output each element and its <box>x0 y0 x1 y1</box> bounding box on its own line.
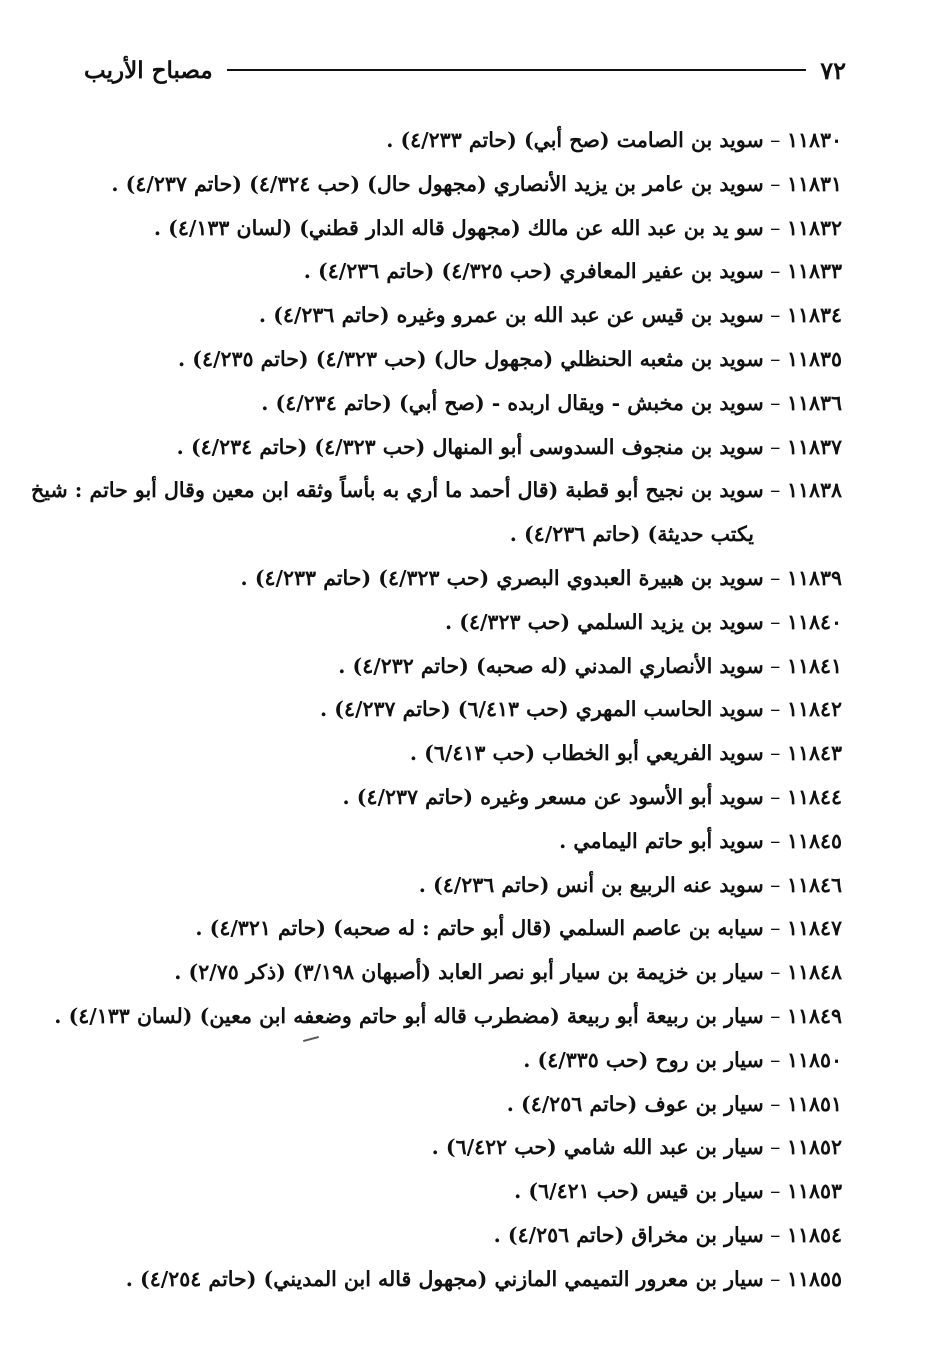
entry-number: ١١٨٣٢ <box>786 215 842 240</box>
entry-text: سيار بن معرور التميمي المازني (مجهول قاله ابن المديني) (حاتم ٤/٢٥٤) . <box>125 1266 764 1291</box>
entry-11836: ١١٨٣٦ – سويد بن مخبش - ويقال اربده - (صح أبي) (حاتم ٤/٢٣٤) . <box>261 390 842 415</box>
entry-text: سيابه بن عاصم السلمي (قال أبو حاتم : له صحبه) (حاتم ٤/٣٢١) . <box>195 916 764 941</box>
entry-number: ١١٨٤١ <box>786 653 842 678</box>
entry-text: سويد بن هبيرة العبدوي البصري (حب ٤/٣٢٣) (حاتم ٤/٢٣٣) . <box>240 565 764 590</box>
entry-11843: ١١٨٤٣ – سويد الفريعي أبو الخطاب (حب ٦/٤١٣) . <box>409 741 842 766</box>
entry-number: ١١٨٥٤ <box>786 1222 842 1247</box>
entry-11838: ١١٨٣٨ – سويد بن نجيح أبو قطبة (قال أحمد ما أري به بأساً وثقه ابن معين وقال أبو حاتم : شيخ <box>31 478 842 503</box>
entry-number: ١١٨٣٠ <box>786 128 842 152</box>
entry-11838-continuation: يكتب حديثة) (حاتم ٤/٢٣٦) . <box>509 522 754 547</box>
entry-text: سويد بن الصامت (صح أبي) (حاتم ٤/٢٣٣) . <box>386 128 764 152</box>
entry-text: سويد بن يزيد السلمي (حب ٤/٣٢٣) . <box>444 609 764 634</box>
entry-number: ١١٨٤٣ <box>786 741 842 766</box>
running-head <box>84 50 846 90</box>
entry-11847: ١١٨٤٧ – سيابه بن عاصم السلمي (قال أبو حاتم : له صحبه) (حاتم ٤/٣٢١) . <box>195 916 842 941</box>
entry-text: سويد بن عفير المعافري (حب ٤/٣٢٥) (حاتم ٤/٢٣٦) . <box>303 259 764 284</box>
entry-text: سويد بن عامر بن يزيد الأنصاري (مجهول حال) (حب ٤/٣٢٤) (حاتم ٤/٢٣٧) . <box>111 171 764 196</box>
entry-text: سويد أبو حاتم اليمامي . <box>559 828 764 853</box>
entry-number: ١١٨٣٤ <box>786 303 842 328</box>
entry-11831: ١١٨٣١ – سويد بن عامر بن يزيد الأنصاري (مجهول حال) (حب ٤/٣٢٤) (حاتم ٤/٢٣٧) . <box>111 171 842 196</box>
entry-text: سويد بن منجوف السدوسى أبو المنهال (حب ٤/٣٢٣) (حاتم ٤/٢٣٤) . <box>176 434 764 459</box>
entry-number: ١١٨٥٢ <box>786 1135 842 1160</box>
entry-number: ١١٨٤٤ <box>786 784 842 809</box>
entry-text: سويد عنه الربيع بن أنس (حاتم ٤/٢٣٦) . <box>418 872 764 897</box>
entry-number: ١١٨٣٨ <box>786 478 842 503</box>
entry-11853: ١١٨٥٣ – سيار بن قيس (حب ٦/٤٢١) . <box>514 1179 842 1204</box>
entry-11830: ١١٨٣٠ – سويد بن الصامت (صح أبي) (حاتم ٤/٢٣٣) . <box>386 128 842 152</box>
entry-number: ١١٨٤٧ <box>786 916 842 941</box>
book-title: مصباح الأريب <box>84 56 213 84</box>
entry-text: سويد بن قيس عن عبد الله بن عمرو وغيره (حاتم ٤/٢٣٦) . <box>258 303 764 328</box>
entry-text: سيار بن عبد الله شامي (حب ٦/٤٢٢) . <box>431 1135 764 1160</box>
entry-11844: ١١٨٤٤ – سويد أبو الأسود عن مسعر وغيره (حاتم ٤/٢٣٧) . <box>342 784 842 809</box>
entry-11834: ١١٨٣٤ – سويد بن قيس عن عبد الله بن عمرو وغيره (حاتم ٤/٢٣٦) . <box>258 303 842 328</box>
entry-11832: ١١٨٣٢ – سو يد بن عبد الله عن مالك (مجهول قاله الدار قطني) (لسان ٤/١٣٣) . <box>153 215 842 240</box>
entry-number: ١١٨٣٥ <box>786 346 842 371</box>
entry-11855: ١١٨٥٥ – سيار بن معرور التميمي المازني (مجهول قاله ابن المديني) (حاتم ٤/٢٥٤) . <box>125 1266 842 1291</box>
entry-number: ١١٨٤٩ <box>786 1003 842 1028</box>
entry-text: سويد الفريعي أبو الخطاب (حب ٦/٤١٣) . <box>409 741 764 766</box>
entry-text: سيار بن روح (حب ٤/٣٣٥) . <box>523 1047 764 1072</box>
entry-text: سيار بن ربيعة أبو ربيعة (مضطرب قاله أبو حاتم وضعفه ابن معين) (لسان ٤/١٣٣) . <box>54 1003 764 1028</box>
entry-number: ١١٨٥٠ <box>786 1047 842 1072</box>
entry-number: ١١٨٣٧ <box>786 434 842 459</box>
entry-number: ١١٨٣٦ <box>786 390 842 415</box>
entry-11833: ١١٨٣٣ – سويد بن عفير المعافري (حب ٤/٣٢٥) (حاتم ٤/٢٣٦) . <box>303 259 842 284</box>
entry-text: سويد بن نجيح أبو قطبة (قال أحمد ما أري به بأساً وثقه ابن معين وقال أبو حاتم : شيخ <box>31 478 764 503</box>
entry-text: سيار بن عوف (حاتم ٤/٢٥٦) . <box>506 1091 764 1116</box>
entry-11841: ١١٨٤١ – سويد الأنصاري المدني (له صحبه) (حاتم ٤/٢٣٢) . <box>338 653 842 678</box>
entry-number: ١١٨٣١ <box>786 171 842 196</box>
entry-text: سيار بن خزيمة بن سيار أبو نصر العابد (أصبهان ٣/١٩٨) (ذكر ٢/٧٥) . <box>174 960 764 985</box>
entry-number: ١١٨٥١ <box>786 1091 842 1116</box>
entry-11850: ١١٨٥٠ – سيار بن روح (حب ٤/٣٣٥) . <box>523 1047 842 1072</box>
entry-11839: ١١٨٣٩ – سويد بن هبيرة العبدوي البصري (حب ٤/٣٢٣) (حاتم ٤/٢٣٣) . <box>240 565 842 590</box>
entry-list <box>31 119 842 1302</box>
entry-11837: ١١٨٣٧ – سويد بن منجوف السدوسى أبو المنهال (حب ٤/٣٢٣) (حاتم ٤/٢٣٤) . <box>176 434 842 459</box>
header-rule <box>227 69 807 71</box>
entry-text: سويد بن مخبش - ويقال اربده - (صح أبي) (حاتم ٤/٢٣٤) . <box>261 390 764 415</box>
page-number: ٧٢ <box>820 55 846 85</box>
entry-number: ١١٨٥٣ <box>786 1179 842 1204</box>
entry-11854: ١١٨٥٤ – سيار بن مخراق (حاتم ٤/٢٥٦) . <box>493 1222 842 1247</box>
entry-11849: ١١٨٤٩ – سيار بن ربيعة أبو ربيعة (مضطرب قاله أبو حاتم وضعفه ابن معين) (لسان ٤/١٣٣) . <box>54 1003 842 1028</box>
entry-text: سو يد بن عبد الله عن مالك (مجهول قاله الدار قطني) (لسان ٤/١٣٣) . <box>153 215 764 240</box>
entry-text: سيار بن قيس (حب ٦/٤٢١) . <box>514 1179 764 1204</box>
entry-number: ١١٨٥٥ <box>786 1266 842 1291</box>
entry-11845: ١١٨٤٥ – سويد أبو حاتم اليمامي . <box>559 828 842 853</box>
entry-11835: ١١٨٣٥ – سويد بن مثعبه الحنظلي (مجهول حال) (حب ٤/٣٢٣) (حاتم ٤/٢٣٥) . <box>177 346 842 371</box>
entry-text: سويد الحاسب المهري (حب ٦/٤١٣) (حاتم ٤/٢٣٧) . <box>320 697 764 722</box>
entry-number: ١١٨٤٦ <box>786 872 842 897</box>
entry-11840: ١١٨٤٠ – سويد بن يزيد السلمي (حب ٤/٣٢٣) . <box>444 609 842 634</box>
entry-text: سيار بن مخراق (حاتم ٤/٢٥٦) . <box>493 1222 764 1247</box>
entry-text: سويد الأنصاري المدني (له صحبه) (حاتم ٤/٢٣٢) . <box>338 653 764 678</box>
entry-number: ١١٨٤٨ <box>786 960 842 985</box>
entry-11851: ١١٨٥١ – سيار بن عوف (حاتم ٤/٢٥٦) . <box>506 1091 842 1116</box>
entry-number: ١١٨٣٩ <box>786 565 842 590</box>
entry-number: ١١٨٤٢ <box>786 697 842 722</box>
entry-number: ١١٨٤٥ <box>786 828 842 853</box>
entry-11848: ١١٨٤٨ – سيار بن خزيمة بن سيار أبو نصر العابد (أصبهان ٣/١٩٨) (ذكر ٢/٧٥) . <box>174 960 842 985</box>
entry-number: ١١٨٣٣ <box>786 259 842 284</box>
entry-11846: ١١٨٤٦ – سويد عنه الربيع بن أنس (حاتم ٤/٢٣٦) . <box>418 872 842 897</box>
entry-11842: ١١٨٤٢ – سويد الحاسب المهري (حب ٦/٤١٣) (حاتم ٤/٢٣٧) . <box>320 697 842 722</box>
entry-text: سويد بن مثعبه الحنظلي (مجهول حال) (حب ٤/٣٢٣) (حاتم ٤/٢٣٥) . <box>177 346 764 371</box>
entry-11852: ١١٨٥٢ – سيار بن عبد الله شامي (حب ٦/٤٢٢) . <box>431 1135 842 1160</box>
entry-text: سويد أبو الأسود عن مسعر وغيره (حاتم ٤/٢٣٧) . <box>342 784 764 809</box>
entry-number: ١١٨٤٠ <box>786 609 842 634</box>
